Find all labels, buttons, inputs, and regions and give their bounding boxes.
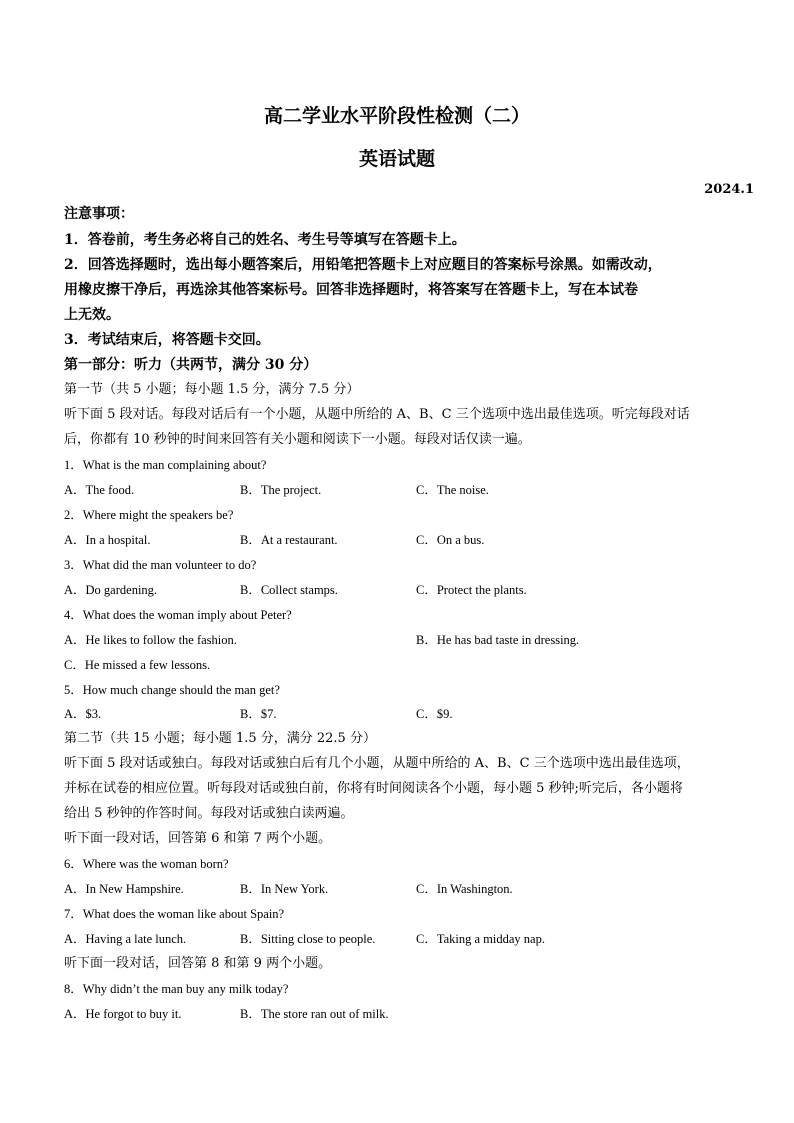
option-b: B．The store ran out of milk.	[240, 1007, 389, 1021]
exam-date: 2024.1	[704, 182, 754, 197]
option-a: A．Having a late lunch.	[64, 932, 187, 946]
section2-instructions: 给出 5 秒钟的作答时间。每段对话或独白读两遍。	[64, 806, 354, 821]
note-item: 上无效。	[64, 307, 120, 323]
option-c: C．Taking a midday nap.	[416, 932, 545, 946]
section1-instructions: 听下面 5 段对话。每段对话后有一个小题，从题中所给的 A、B、C 三个选项中选出最佳选项。听完每段对话	[64, 407, 690, 422]
note-item: 用橡皮擦干净后，再选涂其他答案标号。回答非选择题时，将答案写在答题卡上，写在本试卷	[64, 282, 638, 298]
section2-heading: 第二节（共 15 小题；每小题 1.5 分，满分 22.5 分）	[64, 731, 376, 746]
exam-title: 高二学业水平阶段性检测（二）	[263, 105, 530, 127]
option-a: A．In New Hampshire.	[64, 882, 184, 896]
option-b: B．He has bad taste in dressing.	[416, 633, 580, 647]
section2-instructions: 并标在试卷的相应位置。听每段对话或独白前，你将有时间阅读各个小题，每小题 5 秒钟;听完后，各小题将	[64, 781, 683, 796]
question-stem: 3．What did the man volunteer to do?	[64, 558, 257, 572]
group-instruction: 听下面一段对话，回答第 6 和第 7 两个小题。	[64, 831, 332, 846]
question-stem: 4．What does the woman imply about Peter?	[64, 608, 292, 622]
notes-heading: 注意事项：	[64, 206, 134, 222]
option-c: C．Protect the plants.	[416, 583, 527, 597]
question-stem: 1．What is the man complaining about?	[64, 458, 267, 472]
option-b: B．The project.	[240, 483, 322, 497]
option-b: B．In New York.	[240, 882, 329, 896]
note-item: 3．考试结束后，将答题卡交回。	[64, 332, 270, 348]
option-b: B．Sitting close to people.	[240, 932, 376, 946]
note-item: 1．答卷前，考生务必将自己的姓名、考生号等填写在答题卡上。	[64, 232, 466, 248]
option-c: C．In Washington.	[416, 882, 513, 896]
option-c: C．He missed a few lessons.	[64, 658, 211, 672]
option-a: A．Do gardening.	[64, 583, 158, 597]
option-b: B．At a restaurant.	[240, 533, 338, 547]
question-stem: 2．Where might the speakers be?	[64, 508, 234, 522]
option-a: A．He forgot to buy it.	[64, 1007, 182, 1021]
section1-heading: 第一节（共 5 小题；每小题 1.5 分，满分 7.5 分）	[64, 382, 360, 397]
option-c: C．On a bus.	[416, 533, 485, 547]
section1-instructions: 后，你都有 10 秒钟的时间来回答有关小题和阅读下一小题。每段对话仅读一遍。	[64, 432, 531, 447]
question-stem: 6．Where was the woman born?	[64, 857, 229, 871]
option-a: A．He likes to follow the fashion.	[64, 633, 237, 647]
question-stem: 8．Why didn’t the man buy any milk today?	[64, 982, 289, 996]
question-stem: 5．How much change should the man get?	[64, 683, 280, 697]
section2-instructions: 听下面 5 段对话或独白。每段对话或独白后有几个小题，从题中所给的 A、B、C 三个选项中选出最佳选项，	[64, 756, 690, 771]
part1-heading: 第一部分：听力（共两节，满分 30 分）	[64, 357, 318, 373]
option-b: B．$7.	[240, 707, 277, 721]
option-a: A．In a hospital.	[64, 533, 151, 547]
option-b: B．Collect stamps.	[240, 583, 338, 597]
note-item: 2．回答选择题时，选出每小题答案后，用铅笔把答题卡上对应题目的答案标号涂黑。如需改动，	[64, 257, 662, 273]
option-c: C．$9.	[416, 707, 453, 721]
option-c: C．The noise.	[416, 483, 489, 497]
option-a: A．The food.	[64, 483, 135, 497]
option-a: A．$3.	[64, 707, 102, 721]
exam-subtitle: 英语试题	[358, 148, 435, 170]
question-stem: 7．What does the woman like about Spain?	[64, 907, 285, 921]
group-instruction: 听下面一段对话，回答第 8 和第 9 两个小题。	[64, 956, 332, 971]
